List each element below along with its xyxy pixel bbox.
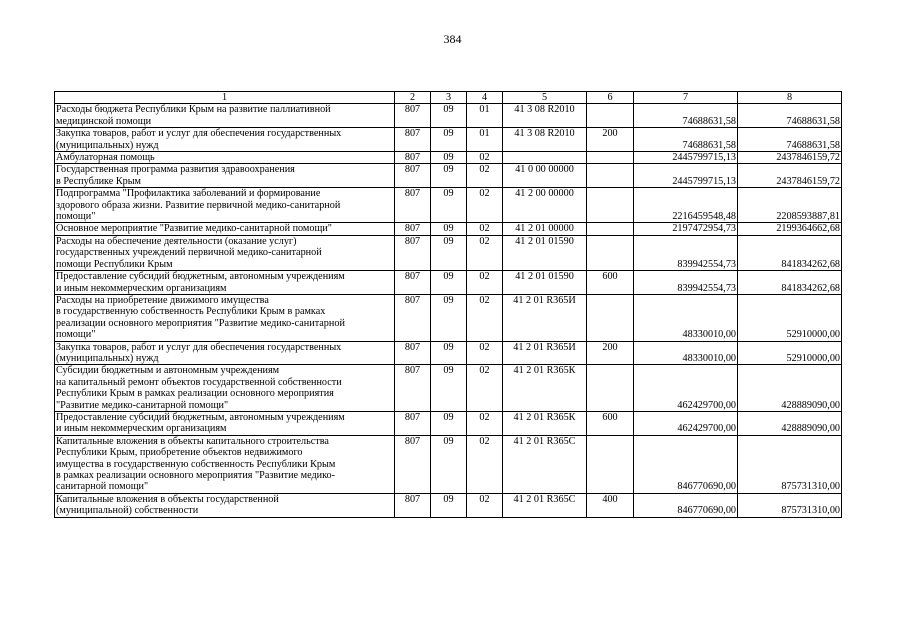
target-article-cell: 41 2 00 00000 <box>503 188 587 223</box>
target-article-cell: 41 2 01 R365И <box>503 341 587 365</box>
amount-cell-year1: 48330010,00 <box>634 341 738 365</box>
target-article-cell: 41 0 00 00000 <box>503 164 587 188</box>
amount-cell-year1: 2445799715,13 <box>634 164 738 188</box>
subsection-cell: 02 <box>467 188 503 223</box>
amount-cell-year2: 875731310,00 <box>738 493 842 517</box>
amount-cell-year2: 428889090,00 <box>738 411 842 435</box>
target-article-cell: 41 2 01 R365К <box>503 411 587 435</box>
subsection-cell: 02 <box>467 493 503 517</box>
column-header: 5 <box>503 92 587 104</box>
row-name-cell: Основное мероприятие "Развитие медико-санитарной помощи" <box>55 223 395 235</box>
section-cell: 09 <box>431 152 467 164</box>
table-row <box>55 104 842 128</box>
row-name-cell: Капитальные вложения в объекты государственной (муниципальной) собственности <box>55 493 395 517</box>
amount-cell-year1: 462429700,00 <box>634 365 738 412</box>
column-header: 1 <box>55 92 395 104</box>
code-cell: 807 <box>395 188 431 223</box>
table-row <box>55 152 842 164</box>
row-name-cell: Расходы на обеспечение деятельности (оказание услуг) государственных учреждений первичной медико-санитарной помощи Республики Крым <box>55 235 395 270</box>
code-cell: 807 <box>395 152 431 164</box>
amount-cell-year2: 2199364662,68 <box>738 223 842 235</box>
amount-cell-year2: 74688631,58 <box>738 128 842 152</box>
code-cell: 807 <box>395 164 431 188</box>
subsection-cell: 02 <box>467 271 503 295</box>
expense-type-cell <box>587 164 634 188</box>
amount-cell-year2: 2208593887,81 <box>738 188 842 223</box>
row-name-cell: Закупка товаров, работ и услуг для обеспечения государственных (муниципальных) нужд <box>55 341 395 365</box>
code-cell: 807 <box>395 271 431 295</box>
target-article-cell: 41 2 01 R365С <box>503 493 587 517</box>
amount-cell-year1: 74688631,58 <box>634 104 738 128</box>
section-cell: 09 <box>431 271 467 295</box>
amount-cell-year2: 52910000,00 <box>738 294 842 341</box>
amount-cell-year2: 428889090,00 <box>738 365 842 412</box>
subsection-cell: 02 <box>467 223 503 235</box>
section-cell: 09 <box>431 294 467 341</box>
section-cell: 09 <box>431 104 467 128</box>
code-cell: 807 <box>395 294 431 341</box>
amount-cell-year1: 839942554,73 <box>634 271 738 295</box>
target-article-cell: 41 2 01 00000 <box>503 223 587 235</box>
subsection-cell: 02 <box>467 235 503 270</box>
code-cell: 807 <box>395 223 431 235</box>
page-number: 384 <box>443 32 462 46</box>
row-name-cell: Расходы на приобретение движимого имущества в государственную собственность Республики Крым в рамках реализации основного мероприятия "Развитие медико-санитарной помощи" <box>55 294 395 341</box>
table-row <box>55 271 842 295</box>
target-article-cell <box>503 152 587 164</box>
table-row <box>55 493 842 517</box>
table-row <box>55 164 842 188</box>
row-name-cell: Закупка товаров, работ и услуг для обеспечения государственных (муниципальных) нужд <box>55 128 395 152</box>
expense-type-cell <box>587 235 634 270</box>
section-cell: 09 <box>431 223 467 235</box>
expense-type-cell <box>587 435 634 493</box>
amount-cell-year1: 2216459548,48 <box>634 188 738 223</box>
table-row <box>55 435 842 493</box>
column-header: 8 <box>738 92 842 104</box>
table-row <box>55 188 842 223</box>
table-row <box>55 128 842 152</box>
amount-cell-year2: 52910000,00 <box>738 341 842 365</box>
row-name-cell: Амбулаторная помощь <box>55 152 395 164</box>
table-row <box>55 235 842 270</box>
expense-type-cell: 600 <box>587 271 634 295</box>
subsection-cell: 01 <box>467 128 503 152</box>
subsection-cell: 01 <box>467 104 503 128</box>
amount-cell-year1: 846770690,00 <box>634 435 738 493</box>
expense-type-cell <box>587 152 634 164</box>
section-cell: 09 <box>431 493 467 517</box>
section-cell: 09 <box>431 341 467 365</box>
section-cell: 09 <box>431 128 467 152</box>
subsection-cell: 02 <box>467 341 503 365</box>
code-cell: 807 <box>395 341 431 365</box>
code-cell: 807 <box>395 435 431 493</box>
expense-type-cell <box>587 365 634 412</box>
row-name-cell: Государственная программа развития здравоохранения в Республике Крым <box>55 164 395 188</box>
column-header: 7 <box>634 92 738 104</box>
amount-cell-year1: 74688631,58 <box>634 128 738 152</box>
section-cell: 09 <box>431 411 467 435</box>
table-row <box>55 223 842 235</box>
target-article-cell: 41 2 01 R365И <box>503 294 587 341</box>
amount-cell-year1: 839942554,73 <box>634 235 738 270</box>
section-cell: 09 <box>431 188 467 223</box>
expense-type-cell: 600 <box>587 411 634 435</box>
row-name-cell: Предоставление субсидий бюджетным, автономным учреждениям и иным некоммерческим организациям <box>55 271 395 295</box>
table-row <box>55 411 842 435</box>
column-header: 3 <box>431 92 467 104</box>
code-cell: 807 <box>395 493 431 517</box>
amount-cell-year2: 2437846159,72 <box>738 152 842 164</box>
section-cell: 09 <box>431 435 467 493</box>
table-row <box>55 294 842 341</box>
amount-cell-year2: 2437846159,72 <box>738 164 842 188</box>
row-name-cell: Предоставление субсидий бюджетным, автономным учреждениям и иным некоммерческим организациям <box>55 411 395 435</box>
amount-cell-year1: 846770690,00 <box>634 493 738 517</box>
target-article-cell: 41 2 01 R365К <box>503 365 587 412</box>
expense-type-cell: 400 <box>587 493 634 517</box>
amount-cell-year2: 841834262,68 <box>738 271 842 295</box>
row-name-cell: Субсидии бюджетным и автономным учреждениям на капитальный ремонт объектов государственной собственности Республики Крым в рамках реализации основного мероприятия "Развитие медико-санитарной помощи" <box>55 365 395 412</box>
column-header: 4 <box>467 92 503 104</box>
amount-cell-year2: 875731310,00 <box>738 435 842 493</box>
subsection-cell: 02 <box>467 365 503 412</box>
code-cell: 807 <box>395 365 431 412</box>
expense-type-cell <box>587 188 634 223</box>
target-article-cell: 41 3 08 R2010 <box>503 104 587 128</box>
amount-cell-year1: 48330010,00 <box>634 294 738 341</box>
subsection-cell: 02 <box>467 435 503 493</box>
target-article-cell: 41 2 01 01590 <box>503 271 587 295</box>
row-name-cell: Капитальные вложения в объекты капитального строительства Республики Крым, приобретение объектов недвижимого имущества в государственную собственность Республики Крым в рамках реализации основного мероприятия "Развитие медико- санитарной помощи" <box>55 435 395 493</box>
section-cell: 09 <box>431 365 467 412</box>
section-cell: 09 <box>431 164 467 188</box>
amount-cell-year1: 462429700,00 <box>634 411 738 435</box>
code-cell: 807 <box>395 411 431 435</box>
row-name-cell: Подпрограмма "Профилактика заболеваний и формирование здорового образа жизни. Развитие первичной медико-санитарной помощи" <box>55 188 395 223</box>
expense-type-cell <box>587 294 634 341</box>
expense-type-cell <box>587 223 634 235</box>
subsection-cell: 02 <box>467 152 503 164</box>
expense-type-cell <box>587 104 634 128</box>
column-header: 6 <box>587 92 634 104</box>
table-row <box>55 365 842 412</box>
code-cell: 807 <box>395 235 431 270</box>
target-article-cell: 41 2 01 01590 <box>503 235 587 270</box>
table-row <box>55 341 842 365</box>
code-cell: 807 <box>395 128 431 152</box>
subsection-cell: 02 <box>467 411 503 435</box>
table-body <box>55 92 842 518</box>
table-header-row <box>55 92 842 104</box>
code-cell: 807 <box>395 104 431 128</box>
subsection-cell: 02 <box>467 294 503 341</box>
subsection-cell: 02 <box>467 164 503 188</box>
row-name-cell: Расходы бюджета Республики Крым на развитие паллиативной медицинской помощи <box>55 104 395 128</box>
amount-cell-year1: 2197472954,73 <box>634 223 738 235</box>
amount-cell-year2: 841834262,68 <box>738 235 842 270</box>
expense-type-cell: 200 <box>587 128 634 152</box>
amount-cell-year2: 74688631,58 <box>738 104 842 128</box>
target-article-cell: 41 2 01 R365С <box>503 435 587 493</box>
target-article-cell: 41 3 08 R2010 <box>503 128 587 152</box>
section-cell: 09 <box>431 235 467 270</box>
column-header: 2 <box>395 92 431 104</box>
budget-table <box>54 91 842 518</box>
amount-cell-year1: 2445799715,13 <box>634 152 738 164</box>
expense-type-cell: 200 <box>587 341 634 365</box>
